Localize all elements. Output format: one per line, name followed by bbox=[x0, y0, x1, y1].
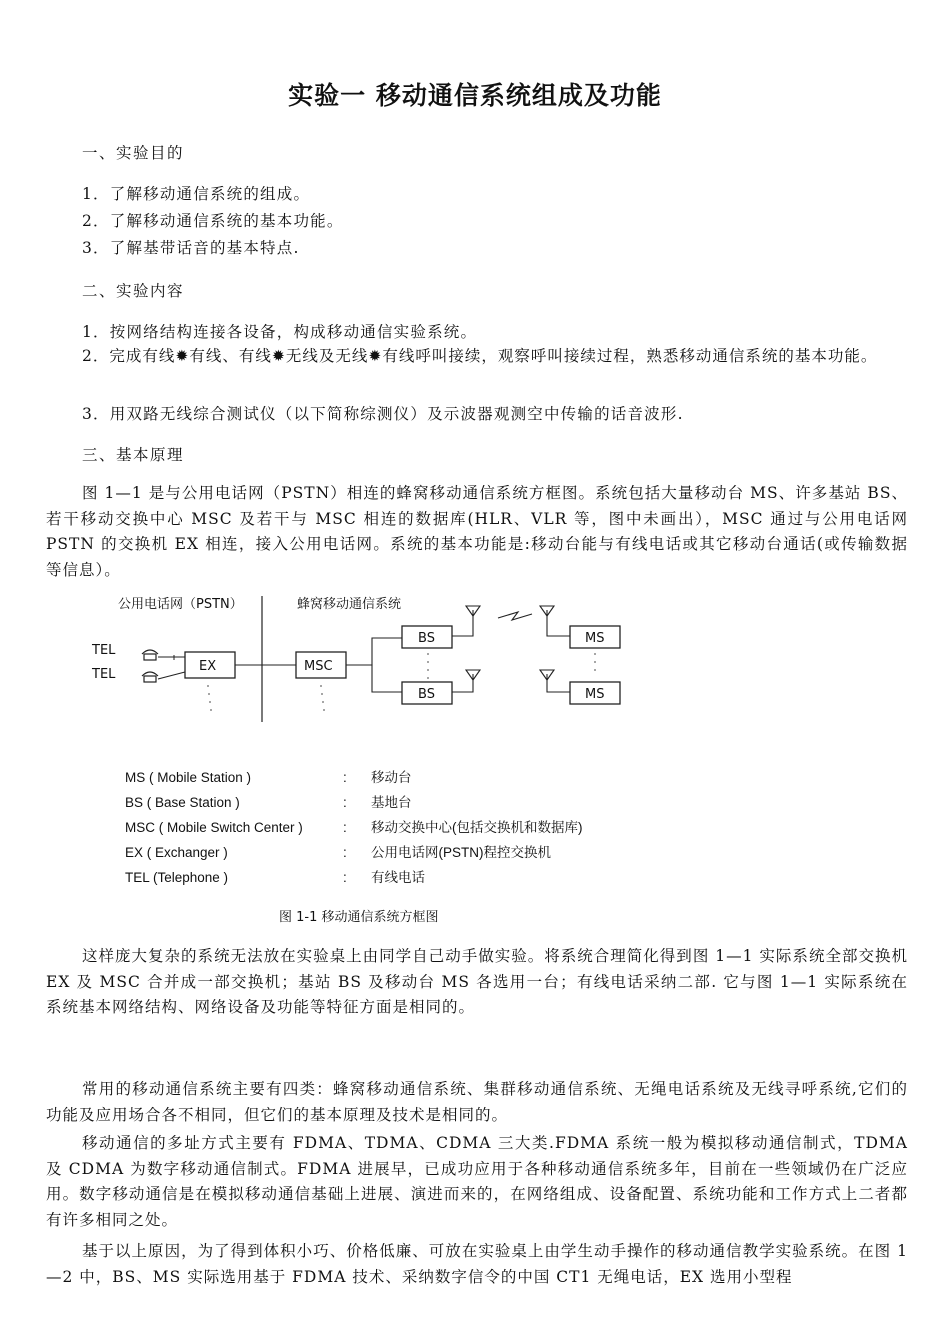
tel-link bbox=[158, 672, 185, 679]
content-item: 3．用双路无线综合测试仪（以下简称综测仪）及示波器观测空中传输的话音波形. bbox=[82, 405, 684, 423]
tel-label: TEL bbox=[92, 667, 116, 682]
msc-bs-link bbox=[346, 638, 402, 665]
cellular-label: 蜂窝移动通信系统 bbox=[297, 597, 402, 612]
purpose-item: 2．了解移动通信系统的基本功能。 bbox=[82, 212, 344, 230]
purpose-item: 3．了解基带话音的基本特点. bbox=[82, 239, 300, 257]
section-heading-principle: 三、基本原理 bbox=[82, 446, 185, 464]
tel-label: TEL bbox=[92, 643, 116, 658]
ms-label: MS bbox=[585, 631, 605, 646]
legend-row: TEL (Telephone ) : 有线电话 bbox=[125, 870, 425, 885]
purpose-item: 1．了解移动通信系统的组成。 bbox=[82, 185, 311, 203]
bs-label: BS bbox=[418, 687, 435, 702]
legend-value: 移动台 bbox=[371, 770, 412, 785]
legend-key: EX ( Exchanger ) bbox=[125, 845, 228, 860]
legend-value: 公用电话网(PSTN)程控交换机 bbox=[371, 845, 551, 860]
legend-row: MS ( Mobile Station ) : 移动台 bbox=[125, 770, 412, 785]
content-item: 1．按网络结构连接各设备，构成移动通信实验系统。 bbox=[82, 323, 478, 341]
ms-label: MS bbox=[585, 687, 605, 702]
legend-value: 有线电话 bbox=[371, 870, 425, 885]
legend-key: TEL (Telephone ) bbox=[125, 870, 229, 885]
section-heading-content: 二、实验内容 bbox=[82, 282, 185, 300]
legend-key: MS ( Mobile Station ) bbox=[125, 770, 252, 785]
legend-key: BS ( Base Station ) bbox=[125, 795, 240, 810]
body-paragraph: 这样庞大复杂的系统无法放在实验桌上由同学自己动手做实验。将系统合理简化得到图 1—1 实际系统全部交换机 EX 及 MSC 合并成一部交换机；基站 BS 及移动台 MS 各选用一台；有线电话采纳二部. 它与图 1—1 实际系统在系统基本网络结构、网络设备及功能等特征方面是相同的。 bbox=[46, 947, 908, 1016]
bs-label: BS bbox=[418, 631, 435, 646]
legend-value: 基地台 bbox=[371, 795, 412, 810]
section-heading-purpose: 一、实验目的 bbox=[82, 144, 185, 162]
legend-row: MSC ( Mobile Switch Center ) : 移动交换中心(包括交换机和数据库) bbox=[125, 820, 583, 835]
msc-label: MSC bbox=[304, 659, 333, 674]
radio-link-icon bbox=[498, 612, 532, 620]
body-paragraph: 移动通信的多址方式主要有 FDMA、TDMA、CDMA 三大类.FDMA 系统一般为模拟移动通信制式，TDMA 及 CDMA 为数字移动通信制式。FDMA 进展早，已成功应用于各种移动通信系统多年，目前在一些领域仍在广泛应用。数字移动通信是在模拟移动通信基础上进展、演进而来的，在网络组成、设备配置、系统功能和工作方式上二者都有许多相同之处。 bbox=[46, 1134, 908, 1229]
body-paragraph: 常用的移动通信系统主要有四类：蜂窝移动通信系统、集群移动通信系统、无绳电话系统及无线寻呼系统,它们的功能及应用场合各不相同，但它们的基本原理及技术是相同的。 bbox=[46, 1080, 908, 1124]
telephone-icon bbox=[142, 650, 158, 660]
content-item: 2．完成有线✹有线、有线✹无线及无线✹有线呼叫接续，观察呼叫接续过程，熟悉移动通信系统的基本功能。 bbox=[82, 347, 878, 365]
legend-key: MSC ( Mobile Switch Center ) bbox=[125, 820, 303, 835]
legend-row: EX ( Exchanger ) : 公用电话网(PSTN)程控交换机 bbox=[125, 845, 551, 860]
msc-bs-link bbox=[346, 665, 402, 692]
principle-intro-paragraph: 图 1—1 是与公用电话网（PSTN）相连的蜂窝移动通信系统方框图。系统包括大量移动台 MS、许多基站 BS、若干移动交换中心 MSC 及若干与 MSC 相连的数据库(HLR、VLR 等，图中未画出），MSC 通过与公用电话网 PSTN 的交换机 EX 相连，接入公用电话网。系统的基本功能是:移动台能与有线电话或其它移动台通话(或传输数据等信息）。 bbox=[46, 484, 908, 579]
figure-caption: 图 1-1 移动通信系统方框图 bbox=[279, 910, 439, 925]
page-title: 实验一 移动通信系统组成及功能 bbox=[288, 81, 662, 110]
ex-label: EX bbox=[199, 659, 217, 674]
body-paragraph: 基于以上原因，为了得到体积小巧、价格低廉、可放在实验桌上由学生动手操作的移动通信教学实验系统。在图 1—2 中，BS、MS 实际选用基于 FDMA 技术、采纳数字信令的中国 CT1 无绳电话，EX 选用小型程 bbox=[46, 1242, 908, 1286]
telephone-icon bbox=[142, 672, 158, 682]
pstn-label: 公用电话网（PSTN） bbox=[118, 597, 243, 612]
diagram-svg bbox=[80, 592, 640, 772]
legend-row: BS ( Base Station ) : 基地台 bbox=[125, 795, 412, 810]
legend-value: 移动交换中心(包括交换机和数据库) bbox=[371, 820, 583, 835]
